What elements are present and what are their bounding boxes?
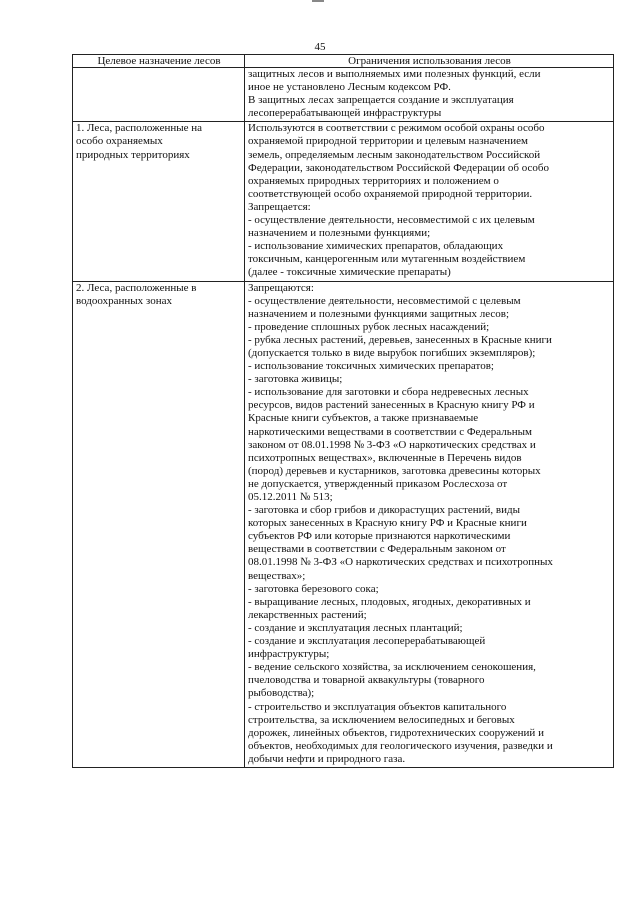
cell-text-line: 1. Леса, расположенные на <box>76 122 203 135</box>
cell-text-line: веществах»; <box>248 569 306 582</box>
cell-text-line: строительства, за исключением велосипедных и беговых <box>248 713 515 726</box>
cell-text-line: водоохранных зонах <box>76 294 172 307</box>
cell-text-line: законом от 08.01.1998 № 3-ФЗ «О наркотических средствах и <box>248 438 536 451</box>
table-row <box>73 68 614 122</box>
cell-text-line: Запрещается: <box>248 200 311 213</box>
cell-text-line: охраняемой природной территории и целевым назначением <box>248 135 528 148</box>
cell-text-line: 05.12.2011 № 513; <box>248 491 333 503</box>
cell-text-line: особо охраняемых <box>76 135 163 148</box>
cell-text-line: инфраструктуры; <box>248 648 330 661</box>
cell-text-line: не допускается, утвержденный приказом Рослесхоза от <box>248 477 508 490</box>
cell-text-line: дорожек, линейных объектов, гидротехнических сооружений и <box>248 726 544 739</box>
cell-text-line: защитных лесов и выполняемых ими полезных функций, если <box>248 68 541 80</box>
cell-purpose <box>73 281 245 767</box>
cell-restrictions <box>245 68 614 122</box>
table-header-row <box>73 55 614 68</box>
cell-text-line: рыбоводства); <box>248 687 315 700</box>
forest-restrictions-table <box>72 54 614 768</box>
cell-text-line: - рубка лесных растений, деревьев, занесенных в Красные книги <box>248 333 552 346</box>
cell-text-line: токсичным, канцерогенным или мутагенным воздействием <box>248 253 526 266</box>
header-purpose: Целевое назначение лесов <box>73 55 245 68</box>
cell-text-line: (допускается только в виде вырубок погибших экземпляров); <box>248 346 536 359</box>
cell-text-line: - заготовка и сбор грибов и дикорастущих растений, виды <box>248 504 520 517</box>
table-row <box>73 281 614 767</box>
cell-text-line: назначением и полезными функциями защитных лесов; <box>248 307 510 320</box>
cell-text-line: пчеловодства и товарной аквакультуры (товарного <box>248 674 485 687</box>
cell-text-line: наркотическими веществами в соответствии с Федеральным <box>248 425 532 438</box>
cell-text-line: - заготовка березового сока; <box>248 582 379 595</box>
cell-text-line: Федерации, законодательством Российской Федерации об особо <box>248 161 549 174</box>
cell-text-line: - заготовка живицы; <box>248 373 343 386</box>
cell-text-line: - создание и эксплуатация лесоперерабатывающей <box>248 635 486 648</box>
cell-text-line: - выращивание лесных, плодовых, ягодных, декоративных и <box>248 595 531 608</box>
cell-text-line: - использование токсичных химических препаратов; <box>248 360 494 373</box>
cell-text-line: лесоперерабатывающей инфраструктуры <box>248 107 442 120</box>
table-row <box>73 122 614 281</box>
cell-text-line: - осуществление деятельности, несовместимой с целевым <box>248 294 521 307</box>
cell-text-line: которых занесенных в Красную книгу РФ и Красные книги <box>248 517 527 530</box>
cell-text-line: - использование для заготовки и сбора недревесных лесных <box>248 386 529 399</box>
cell-restrictions <box>245 281 614 767</box>
cell-text-line: 2. Леса, расположенные в <box>76 281 197 294</box>
scan-mark <box>312 0 324 2</box>
cell-text-line: добычи нефти и природного газа. <box>248 752 406 765</box>
cell-text-line: иное не установлено Лесным кодексом РФ. <box>248 81 451 94</box>
cell-text-line: - строительство и эксплуатация объектов капитального <box>248 700 507 713</box>
cell-text-line: - осуществление деятельности, несовместимой с их целевым <box>248 214 535 227</box>
cell-text-line: назначением и полезными функциями; <box>248 227 431 240</box>
header-restrictions: Ограничения использования лесов <box>245 55 614 68</box>
cell-text-line: психотропных веществах», включенные в Перечень видов <box>248 451 522 464</box>
cell-text-line: веществами в соответствии с Федеральным законом от <box>248 543 506 556</box>
cell-text-line: - создание и эксплуатация лесных плантаций; <box>248 621 463 634</box>
cell-text-line: - ведение сельского хозяйства, за исключением сенокошения, <box>248 661 536 674</box>
cell-text-line: - использование химических препаратов, обладающих <box>248 240 504 253</box>
cell-text-line: объектов, необходимых для геологического изучения, разведки и <box>248 739 553 752</box>
cell-restrictions <box>245 122 614 281</box>
cell-text-line: В защитных лесах запрещается создание и эксплуатация <box>248 94 514 107</box>
cell-purpose <box>73 68 245 122</box>
cell-text-line: 08.01.1998 № 3-ФЗ «О наркотических средствах и психотропных <box>248 556 553 569</box>
cell-text-line: Красные книги субъектов, а также признаваемые <box>248 412 479 425</box>
cell-purpose <box>73 122 245 281</box>
cell-text-line: субъектов РФ или которые признаются наркотическими <box>248 530 511 543</box>
cell-text-line: (пород) деревьев и кустарников, заготовка древесины которых <box>248 464 541 477</box>
cell-text-line: соответствующей особо охраняемой природной территории. <box>248 187 533 200</box>
cell-text-line: лекарственных растений; <box>248 608 367 621</box>
cell-text-line: ресурсов, видов растений занесенных в Красную книгу РФ и <box>248 399 535 412</box>
cell-text-line: (далее - токсичные химические препараты) <box>248 266 451 279</box>
page-number: 45 <box>314 41 326 53</box>
table-body <box>73 68 614 768</box>
cell-text-line: Используются в соответствии с режимом особой охраны особо <box>248 122 545 135</box>
cell-text-line: земель, определяемым лесным законодательством Российской <box>248 148 541 161</box>
cell-text-line: природных территориях <box>76 148 190 161</box>
cell-text-line: - проведение сплошных рубок лесных насаждений; <box>248 320 490 333</box>
cell-text-line: охраняемых природных территориях и положением о <box>248 174 499 187</box>
cell-text-line: Запрещаются: <box>248 281 314 294</box>
